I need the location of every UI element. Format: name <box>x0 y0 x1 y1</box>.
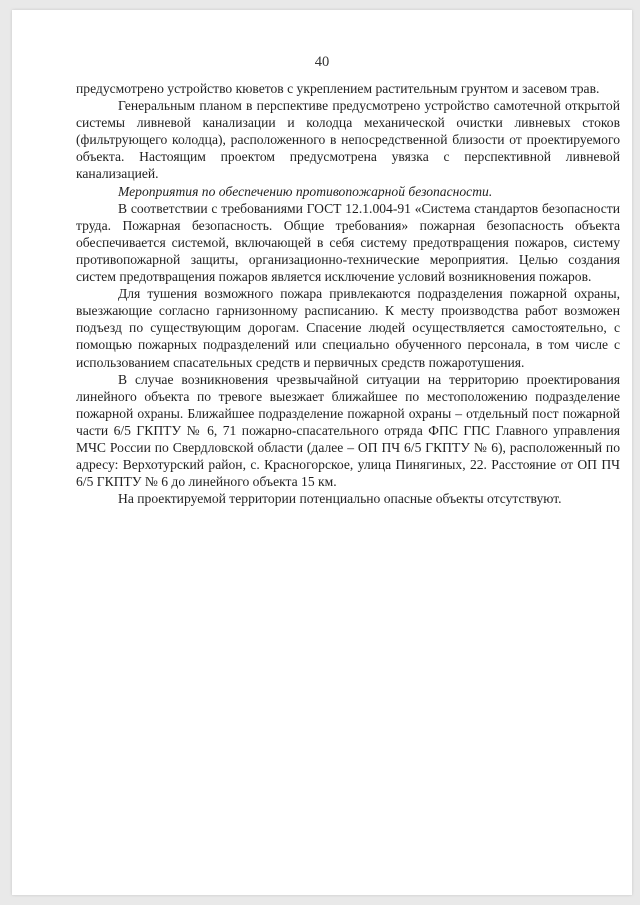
paragraph-hazardous-objects: На проектируемой территории потенциально опасные объекты отсутствуют. <box>118 491 562 507</box>
paragraph-storm-sewer: Генеральным планом в перспективе предусмотрено устройство самотечной открытой системы ливневой канализации и колодца механической очистки ливневых стоков (фильтрующего колодца), расположенного в непосредственной близости от проектируемого объекта. Настоящим проектом предусмотрена увязка с перспективной ливневой канализацией. <box>76 98 620 182</box>
paragraph-emergency-response: В случае возникновения чрезвычайной ситуации на территорию проектирования линейного объекта по тревоге выезжает ближайшее по местоположению подразделение пожарной охраны. Ближайшее подразделение пожарной охраны – отдельный пост пожарной части 6/5 ГКПТУ № 6, 71 пожарно-спасательного отряда ФПС ГПС Главного управления МЧС России по Свердловской области (далее – ОП ПЧ 6/5 ГКПТУ № 6), расположенный по адресу: Верхотурский район, с. Красногорское, улица Пинягиных, 22. Расстояние от ОП ПЧ 6/5 ГКПТУ № 6 до линейного объекта 15 км. <box>76 371 620 490</box>
paragraph-fire-extinguishing: Для тушения возможного пожара привлекаются подразделения пожарной охраны, выезжающие согласно гарнизонному расписанию. К месту производства работ возможен подъезд по существующим дорогам. Спасение людей осуществляется самостоятельно, с помощью пожарных подразделений или специально обученного персонала, в том числе с использованием спасательных средств и первичных средств пожаротушения. <box>76 286 620 370</box>
paragraph-drainage-continuation: предусмотрено устройство кюветов с укреплением растительным грунтом и засевом трав. <box>76 81 600 96</box>
page-number: 40 <box>314 54 330 70</box>
paragraph-gost-requirements: В соответствии с требованиями ГОСТ 12.1.004-91 «Система стандартов безопасности труда. Пожарная безопасность. Общие требования» пожарная безопасность объекта обеспечивается системой, включающей в себя систему предотвращения пожаров, систему противопожарной защиты, организационно-технические мероприятия. Целью создания систем предотвращения пожаров является исключение условий возникновения пожаров. <box>76 200 620 285</box>
document-body <box>76 80 620 507</box>
document-page <box>12 10 632 895</box>
section-heading-fire-safety: Мероприятия по обеспечению противопожарной безопасности. <box>118 183 493 199</box>
